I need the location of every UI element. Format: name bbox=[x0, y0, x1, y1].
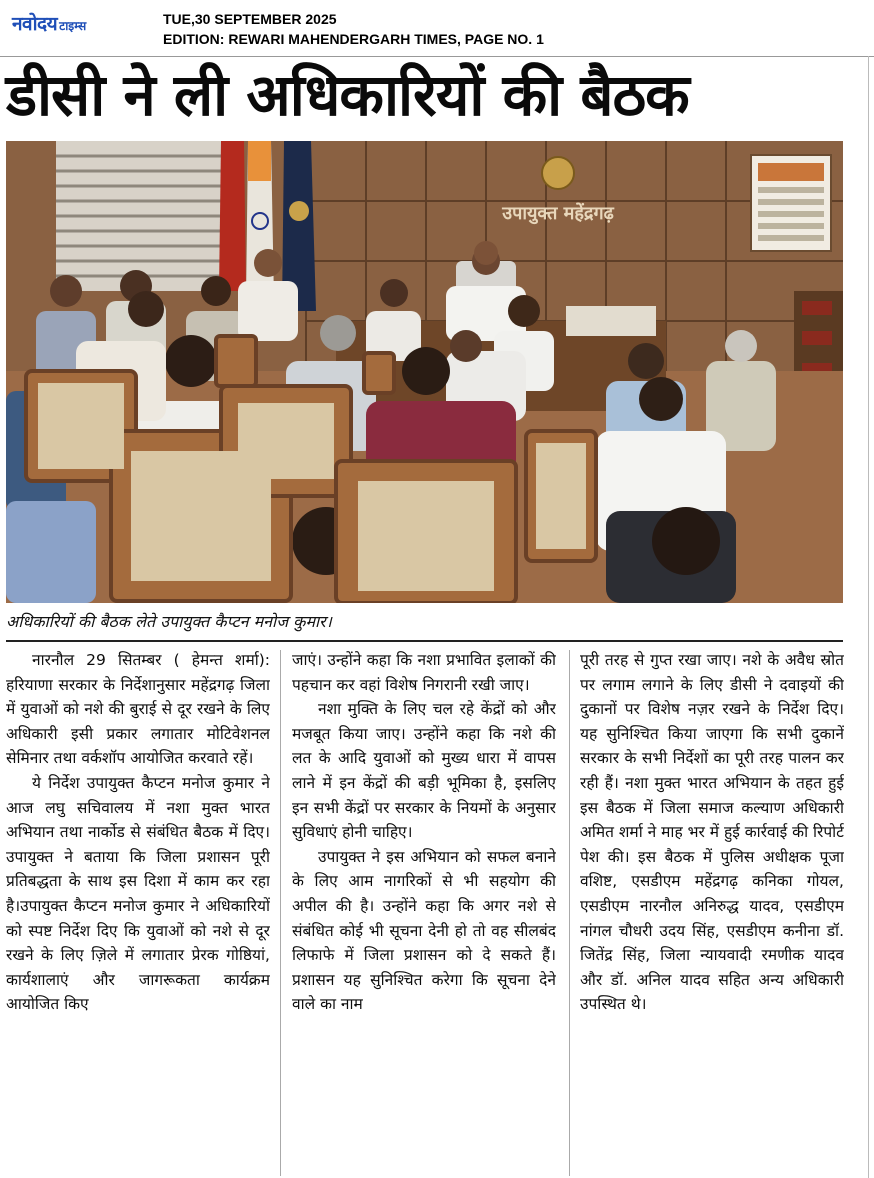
right-margin-rule bbox=[868, 56, 869, 1178]
newspaper-logo[interactable] bbox=[12, 10, 86, 36]
photo-caption: अधिकारियों की बैठक लेते उपायुक्त कैप्टन मनोज कुमार। bbox=[6, 612, 332, 631]
paragraph: नारनौल 29 सितम्बर ( हेमन्त शर्मा): हरियाणा सरकार के निर्देशानुसार महेंद्रगढ़ जिला में युवाओं को नशे की बुराई से दूर रखने के लिए अधिकारी इसी प्रकार लगातार मोटिवेशनल सेमिनार तथा वर्कशॉप आयोजित करवाते रहें। bbox=[6, 651, 270, 768]
paragraph: नशा मुक्ति के लिए चल रहे केंद्रों को और मजबूत किया जाए। उन्होंने कहा कि नशे की लत के आदि युवाओं को मुख्य धारा में वापस लाने में इन केंद्रों की बड़ी भूमिका है, इसलिए इन सभी केंद्रों पर सरकार के नियमों के अनुसार सुविधाएं होनी चाहिए। bbox=[292, 700, 556, 842]
caption-divider bbox=[6, 640, 843, 642]
article-column-1 bbox=[6, 648, 270, 1176]
logo-sub-text: टाइम्स bbox=[59, 19, 87, 33]
article-headline: डीसी ने ली अधिकारियों की बैठक bbox=[6, 61, 689, 129]
paragraph: ये निर्देश उपायुक्त कैप्टन मनोज कुमार ने आज लघु सचिवालय में नशा मुक्त भारत अभियान तथा नार्कोड से संबंधित बैठक में दिए। उपायुक्त ने बताया कि जिला प्रशासन पूरी प्रतिबद्धता के साथ इस दिशा में काम कर रहा है।उपायुक्त कैप्टन मनोज कुमार ने अधिकारियों को स्पष्ट निर्देश दिए कि युवाओं को नशे से दूर रखने के लिए ज़िले में लगातार प्रेरक गोष्ठियां, कार्यशालाएं और जागरूकता कार्यक्रम आयोजित किए bbox=[6, 773, 270, 1014]
edition-line: EDITION: REWARI MAHENDERGARH TIMES, PAGE NO. 1 bbox=[163, 31, 544, 47]
paragraph: उपायुक्त ने इस अभियान को सफल बनाने के लिए आम नागरिकों से भी सहयोग की अपील की है। उन्होंने कहा कि अगर नशे से संबंधित कोई भी सूचना देनी हो तो वह सीलबंद लिफाफे में जिला प्रशासन को दे सकते हैं। प्रशासन यह सुनिश्चित करेगा कि सूचना देने वाले का नाम bbox=[292, 847, 556, 1014]
meeting-room-illustration bbox=[6, 141, 843, 603]
logo-main-text: नवोदय bbox=[12, 13, 58, 35]
article-column-3 bbox=[580, 648, 844, 1176]
header-divider bbox=[0, 56, 874, 57]
paragraph: जाएं। उन्होंने कहा कि नशा प्रभावित इलाकों की पहचान कर वहां विशेष निगरानी रखी जाए। bbox=[292, 651, 556, 694]
article-photo bbox=[6, 141, 843, 603]
column-separator bbox=[569, 650, 570, 1176]
date-line: TUE,30 SEPTEMBER 2025 bbox=[163, 11, 337, 27]
edition-info bbox=[163, 9, 544, 49]
masthead bbox=[0, 0, 874, 52]
office-sign-text: उपायुक्त महेंद्रगढ़ bbox=[502, 203, 614, 224]
article-column-2 bbox=[292, 648, 556, 1176]
paragraph: पूरी तरह से गुप्त रखा जाए। नशे के अवैध स्रोत पर लगाम लगाने के लिए डीसी ने दवाइयों की दुकानों पर विशेष नज़र रखने के निर्देश दिए। यह सुनिश्चित किया जाएगा कि सभी दुकानें सरकार के सभी निर्देशों का पूरी तरह पालन कर रही हैं। नशा मुक्त भारत अभियान के तहत हुई इस बैठक में जिला समाज कल्याण अधिकारी अमित शर्मा ने माह भर में हुई कार्रवाई की रिपोर्ट पेश की। इस बैठक में पुलिस अधीक्षक पूजा वशिष्ट, एसडीएम महेंद्रगढ़ कनिका गोयल, एसडीएम नारनौल अनिरुद्ध यादव, एसडीएम नांगल चौधरी उदय सिंह, एसडीएम कनीना डॉ. जितेंद्र सिंह, जिला न्यायवादी रमणीक यादव और डॉ. अनिल यादव सहित अन्य अधिकारी उपस्थित थे। bbox=[580, 651, 844, 1014]
column-separator bbox=[280, 650, 281, 1176]
